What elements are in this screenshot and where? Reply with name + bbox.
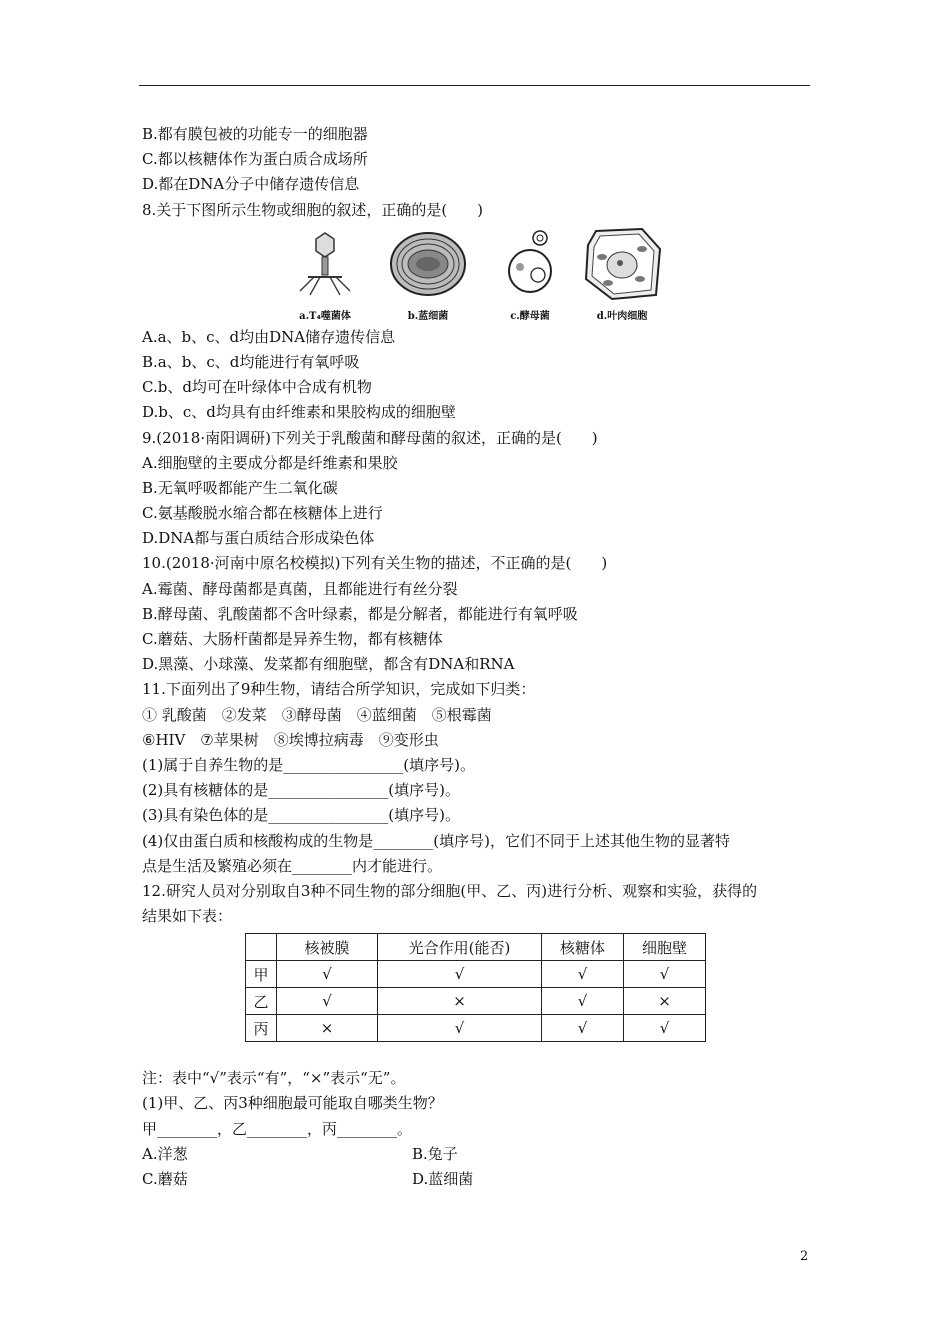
text-line: D.都在DNA分子中储存遗传信息 [142, 175, 360, 194]
text-line: A.a、b、c、d均由DNA储存遗传信息 [142, 327, 396, 346]
table-cell: 乙 [246, 988, 277, 1015]
text-line: 甲________，乙________，丙________。 [142, 1119, 413, 1138]
table-cell: √ [378, 1015, 542, 1042]
text-line: B.a、b、c、d均能进行有氧呼吸 [142, 352, 360, 371]
question-8: 8.关于下图所示生物或细胞的叙述，正确的是( ) [142, 200, 484, 219]
text-line: A.霉菌、酵母菌都是真菌，且都能进行有丝分裂 [142, 579, 458, 598]
text-line: C.氨基酸脱水缩合都在核糖体上进行 [142, 504, 383, 523]
table-header-cell [246, 934, 277, 961]
figure-t4-phage [294, 227, 356, 322]
text-line: ⑥HIV ⑦苹果树 ⑧埃博拉病毒 ⑨变形虫 [142, 730, 439, 749]
text-line: B.酵母菌、乳酸菌都不含叶绿素，都是分解者，都能进行有氧呼吸 [142, 604, 578, 623]
text-line: 点是生活及繁殖必须在________内才能进行。 [142, 856, 443, 875]
table-cell: × [624, 988, 706, 1015]
text-line: (3)具有染色体的是________________(填序号)。 [142, 806, 460, 825]
figure-yeast [502, 227, 558, 322]
table-cell: √ [624, 1015, 706, 1042]
organism-figure [142, 227, 810, 323]
table-cell: √ [542, 961, 624, 988]
text-line: D.DNA都与蛋白质结合形成染色体 [142, 529, 375, 548]
table-cell: √ [378, 961, 542, 988]
results-table [245, 933, 706, 1042]
t4-phage-icon [294, 227, 356, 301]
table-cell: 甲 [246, 961, 277, 988]
table-cell: √ [542, 988, 624, 1015]
table-cell: × [277, 1015, 378, 1042]
option-row [142, 1142, 810, 1167]
page-content [142, 122, 810, 1192]
text-line: A.细胞壁的主要成分都是纤维素和果胶 [142, 453, 398, 472]
option-d: D.蓝细菌 [412, 1170, 474, 1188]
text-line: C.b、d均可在叶绿体中合成有机物 [142, 378, 372, 397]
figure-caption: d.叶肉细胞 [596, 310, 648, 322]
table-row [246, 1015, 706, 1042]
table-row [246, 961, 706, 988]
option-b: B.兔子 [412, 1144, 458, 1163]
table-header-cell: 核被膜 [277, 934, 378, 961]
table-cell: √ [277, 988, 378, 1015]
table-cell: 丙 [246, 1015, 277, 1042]
option-a: A.洋葱 [142, 1144, 188, 1163]
text-line: D.黑藻、小球藻、发菜都有细胞壁，都含有DNA和RNA [142, 655, 515, 674]
table-cell: × [378, 988, 542, 1015]
question-9: 9.(2018·南阳调研)下列关于乳酸菌和酵母菌的叙述，正确的是( ) [142, 428, 598, 447]
table-cell: √ [277, 961, 378, 988]
option-row [142, 1167, 810, 1192]
cyanobacteria-icon [388, 227, 468, 301]
question-11: 11.下面列出了9种生物，请结合所学知识，完成如下归类： [142, 680, 536, 699]
figure-caption: c.酵母菌 [510, 310, 550, 322]
question-12: 12.研究人员对分别取自3种不同生物的部分细胞(甲、乙、丙)进行分析、观察和实验，获得的 [142, 881, 758, 900]
text-line: (1)甲、乙、丙3种细胞最可能取自哪类生物？ [142, 1094, 443, 1113]
text-line: (2)具有核糖体的是________________(填序号)。 [142, 781, 460, 800]
text-line: 结果如下表： [142, 907, 233, 926]
text-line: ① 乳酸菌 ②发菜 ③酵母菌 ④蓝细菌 ⑤根霉菌 [142, 705, 492, 724]
table-cell: √ [542, 1015, 624, 1042]
table-note: 注：表中“√”表示“有”，“×”表示“无”。 [142, 1069, 406, 1088]
question-10: 10.(2018·河南中原名校模拟)下列有关生物的描述，不正确的是( ) [142, 554, 608, 573]
figure-caption: b.蓝细菌 [407, 310, 449, 322]
table-header-cell: 光合作用(能否) [378, 934, 542, 961]
header-rule [139, 85, 810, 86]
table-header-cell: 细胞壁 [624, 934, 706, 961]
table-row [246, 988, 706, 1015]
text-line: C.蘑菇、大肠杆菌都是异养生物，都有核糖体 [142, 630, 443, 648]
text-line: D.b、c、d均具有由纤维素和果胶构成的细胞壁 [142, 403, 456, 422]
option-c: C.蘑菇 [142, 1170, 188, 1188]
text-line: B.都有膜包被的功能专一的细胞器 [142, 125, 368, 143]
figure-mesophyll-cell [582, 227, 662, 322]
figure-caption: a.T₄噬菌体 [299, 310, 351, 322]
text-line: B.无氧呼吸都能产生二氧化碳 [142, 478, 338, 497]
figure-cyanobacteria [388, 227, 468, 322]
text-line: (4)仅由蛋白质和核酸构成的生物是________(填序号)，它们不同于上述其他生物的显著特 [142, 831, 730, 850]
yeast-icon [502, 227, 558, 301]
table-cell: √ [624, 961, 706, 988]
text-line: C.都以核糖体作为蛋白质合成场所 [142, 150, 368, 169]
page-number: 2 [800, 1249, 809, 1264]
table-header-row [246, 934, 706, 961]
text-line: (1)属于自养生物的是________________(填序号)。 [142, 755, 475, 774]
mesophyll-cell-icon [582, 227, 662, 301]
table-header-cell: 核糖体 [542, 934, 624, 961]
